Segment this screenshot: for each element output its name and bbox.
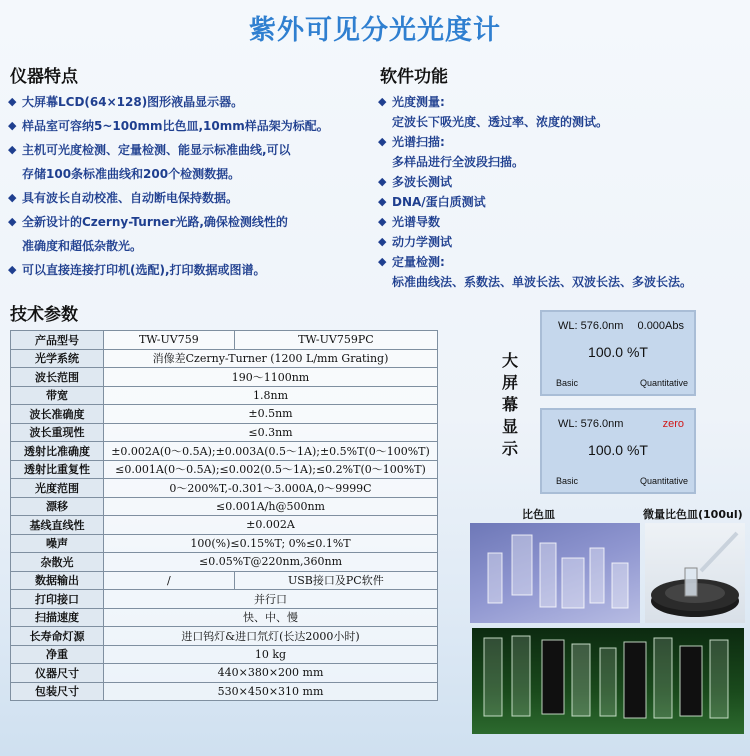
bullet-icon: ◆ [378, 195, 387, 208]
table-row [11, 331, 438, 350]
lcd-status: 0.000Abs [637, 320, 684, 332]
spec-value: 0～200%T,-0.301～3.000A,0～9999C [104, 479, 438, 498]
software-list [376, 92, 746, 292]
feature-item-continued: 存储100条标准曲线和200个检测数据。 [22, 167, 241, 181]
feature-item: ◆ 具有波长自动校准、自动断电保持数据。 [6, 186, 374, 210]
spec-value: 100(%)≤0.15%T; 0%≤0.1%T [104, 534, 438, 553]
feature-item-continued: 准确度和超低杂散光。 [22, 239, 143, 253]
spec-value: ±0.002A [104, 516, 438, 535]
bullet-icon: ◆ [378, 235, 387, 248]
cuvette-photo [470, 523, 640, 623]
table-row [11, 645, 438, 664]
software-item: ◆ 光谱扫描: 多样品进行全波段扫描。 [376, 132, 746, 172]
feature-item: ◆ 主机可光度检测、定量检测、能显示标准曲线,可以 [6, 138, 374, 162]
spec-label: 基线直线性 [11, 516, 104, 535]
spec-label: 光学系统 [11, 349, 104, 368]
table-row [11, 442, 438, 461]
spec-value: ≤0.05%T@220nm,360nm [104, 553, 438, 572]
table-row [11, 534, 438, 553]
software-item: ◆ 动力学测试 [376, 232, 746, 252]
spec-value: 190～1100nm [104, 368, 438, 387]
spec-value: TW-UV759 [104, 331, 235, 350]
spec-label: 波长准确度 [11, 405, 104, 424]
bullet-icon: ◆ [8, 95, 17, 108]
spec-value: 快、中、慢 [104, 608, 438, 627]
spec-label: 产品型号 [11, 331, 104, 350]
spec-label: 波长重现性 [11, 423, 104, 442]
cuvette-caption: 比色皿 [522, 508, 555, 521]
features-heading: 仪器特点 [10, 67, 78, 87]
spec-value: 10 kg [104, 645, 438, 664]
lcd-mode-basic: Basic [556, 378, 579, 388]
lcd-status: zero [662, 418, 684, 430]
bullet-icon: ◆ [378, 175, 387, 188]
software-item: ◆ 多波长测试 [376, 172, 746, 192]
table-row [11, 386, 438, 405]
spec-label: 波长范围 [11, 368, 104, 387]
software-item: ◆ 光度测量: 定波长下吸光度、透过率、浓度的测试。 [376, 92, 746, 132]
spec-label: 净重 [11, 645, 104, 664]
spec-value: 并行口 [104, 590, 438, 609]
bullet-icon: ◆ [378, 255, 387, 268]
lcd-mode-quantitative: Quantitative [639, 476, 688, 486]
spec-value: 进口钨灯&进口氘灯(长达2000小时) [104, 627, 438, 646]
specs-heading: 技术参数 [10, 305, 78, 325]
spec-label: 透射比重复性 [11, 460, 104, 479]
table-row [11, 405, 438, 424]
table-row [11, 479, 438, 498]
bullet-icon: ◆ [8, 215, 17, 228]
spec-value: TW-UV759PC [234, 331, 437, 350]
table-row [11, 460, 438, 479]
bullet-icon: ◆ [8, 263, 17, 276]
bullet-icon: ◆ [378, 95, 387, 108]
spec-label: 带宽 [11, 386, 104, 405]
lcd-reading: 100.0 %T [588, 442, 648, 458]
feature-item: ◆ 全新设计的Czerny-Turner光路,确保检测线性的 [6, 210, 374, 234]
spec-label: 透射比准确度 [11, 442, 104, 461]
software-item: ◆ 定量检测: 标准曲线法、系数法、单波长法、双波长法、多波长法。 [376, 252, 746, 292]
feature-item: ◆ 可以直接连接打印机(选配),打印数据或图谱。 [6, 258, 374, 282]
spec-value: 530×450×310 mm [104, 682, 438, 701]
lcd-wavelength: WL: 576.0nm [558, 320, 624, 332]
spec-value: 1.8nm [104, 386, 438, 405]
lcd-mode-quantitative: Quantitative [639, 378, 688, 388]
spec-value: ±0.002A(0～0.5A);±0.003A(0.5～1A);±0.5%T(0～100%T) [104, 442, 438, 461]
bullet-icon: ◆ [8, 119, 17, 132]
spec-value: ≤0.001A/h@500nm [104, 497, 438, 516]
table-row [11, 682, 438, 701]
table-row [11, 497, 438, 516]
table-row [11, 571, 438, 590]
table-row [11, 423, 438, 442]
table-row [11, 516, 438, 535]
spec-label: 扫描速度 [11, 608, 104, 627]
bullet-icon: ◆ [378, 215, 387, 228]
table-row [11, 608, 438, 627]
software-heading: 软件功能 [380, 67, 448, 87]
lcd-screen-abs [540, 310, 696, 396]
features-list [6, 90, 374, 282]
spec-label: 数据输出 [11, 571, 104, 590]
spec-value: ≤0.3nm [104, 423, 438, 442]
spec-label: 噪声 [11, 534, 104, 553]
spec-value: 440×380×200 mm [104, 664, 438, 683]
micro-cuvette-caption: 微量比色皿(100ul) [643, 508, 743, 521]
feature-item: ◆ 样品室可容纳5~100mm比色皿,10mm样品架为标配。 [6, 114, 374, 138]
display-label: 大 屏 幕 显 示 [501, 351, 518, 458]
micro-cuvette-photo [645, 523, 745, 623]
bullet-icon: ◆ [8, 143, 17, 156]
spec-value: / [104, 571, 235, 590]
table-row [11, 368, 438, 387]
lcd-screen-zero [540, 408, 696, 494]
feature-item: ◆ 大屏幕LCD(64×128)图形液晶显示器。 [6, 90, 374, 114]
table-row [11, 590, 438, 609]
spec-label: 包装尺寸 [11, 682, 104, 701]
page-title: 紫外可见分光光度计 [249, 15, 501, 46]
spec-label: 打印接口 [11, 590, 104, 609]
lcd-wavelength: WL: 576.0nm [558, 418, 624, 430]
spec-value: ≤0.001A(0～0.5A);≤0.002(0.5～1A);≤0.2%T(0～100%T) [104, 460, 438, 479]
table-row [11, 349, 438, 368]
lcd-mode-basic: Basic [556, 476, 579, 486]
spec-label: 漂移 [11, 497, 104, 516]
spec-label: 长寿命灯源 [11, 627, 104, 646]
bullet-icon: ◆ [8, 191, 17, 204]
spec-value: ±0.5nm [104, 405, 438, 424]
table-row [11, 627, 438, 646]
software-item: ◆ 光谱导数 [376, 212, 746, 232]
software-item: ◆ DNA/蛋白质测试 [376, 192, 746, 212]
table-row [11, 553, 438, 572]
cuvette-row-photo [472, 628, 744, 734]
spec-label: 杂散光 [11, 553, 104, 572]
spec-value: USB接口及PC软件 [234, 571, 437, 590]
spec-table [10, 330, 438, 701]
spec-label: 光度范围 [11, 479, 104, 498]
bullet-icon: ◆ [378, 135, 387, 148]
spec-label: 仪器尺寸 [11, 664, 104, 683]
spec-value: 消像差Czerny-Turner (1200 L/mm Grating) [104, 349, 438, 368]
lcd-reading: 100.0 %T [588, 344, 648, 360]
table-row [11, 664, 438, 683]
